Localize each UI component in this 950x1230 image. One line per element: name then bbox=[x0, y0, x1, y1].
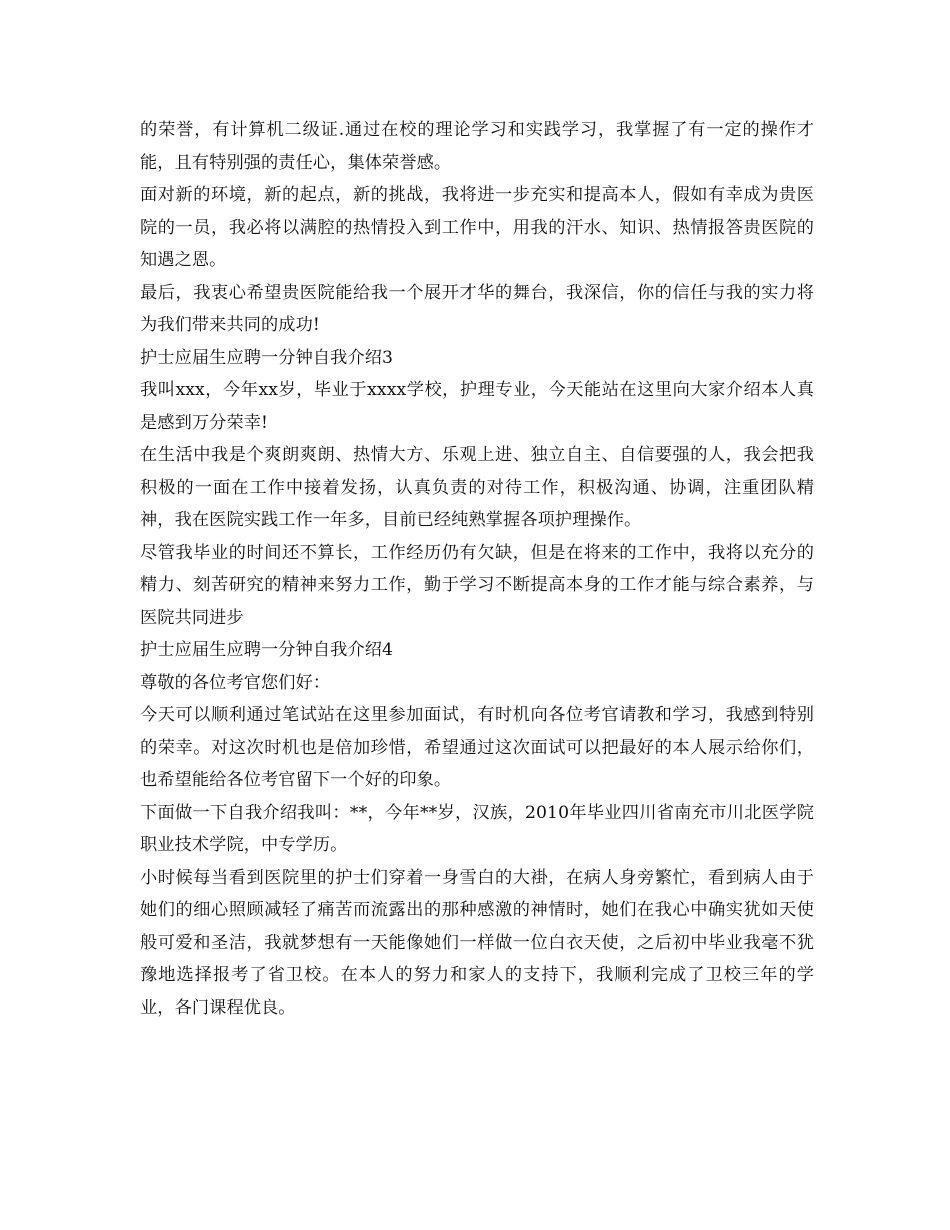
section-heading-3: 护士应届生应聘一分钟自我介绍3 bbox=[140, 347, 394, 368]
paragraph-greeting: 尊敬的各位考官您们好： bbox=[140, 672, 331, 693]
paragraph-honors: 的荣誉，有计算机二级证.通过在校的理论学习和实践学习，我掌握了有一定的操作才能，且有特别强的责任心，集体荣誉感。 bbox=[140, 120, 814, 173]
paragraph-personality: 在生活中我是个爽朗爽朗、热情大方、乐观上进、独立自主、自信要强的人，我会把我积极的一面在工作中接着发扬，认真负责的对待工作，积极沟通、协调，注重团队精神，我在医院实践工作一年多，目前已经纯熟掌握各项护理操作。 bbox=[140, 445, 814, 530]
paragraph-self-intro: 下面做一下自我介绍我叫：**，今年**岁，汉族，2010年毕业四川省南充市川北医学院职业技术学院，中专学历。 bbox=[140, 802, 814, 855]
document-body bbox=[140, 114, 814, 1024]
paragraph-interview-thanks: 今天可以顺利通过笔试站在这里参加面试，有时机向各位考官请教和学习，我感到特别的荣幸。对这次时机也是倍加珍惜，希望通过这次面试可以把最好的本人展示给你们，也希望能给各位考官留下一个好的印象。 bbox=[140, 705, 814, 790]
paragraph-childhood-dream: 小时候每当看到医院里的护士们穿着一身雪白的大褂，在病人身旁繁忙，看到病人由于她们的细心照顾减轻了痛苦而流露出的那种感激的神情时，她们在我心中确实犹如天使般可爱和圣洁，我就梦想有一天能像她们一样做一位白衣天使，之后初中毕业我毫不犹豫地选择报考了省卫校。在本人的努力和家人的支持下，我顺利完成了卫校三年的学业，各门课程优良。 bbox=[140, 867, 814, 1018]
section-heading-4: 护士应届生应聘一分钟自我介绍4 bbox=[140, 640, 394, 660]
paragraph-introduction: 我叫xxx，今年xx岁，毕业于xxxx学校，护理专业，今天能站在这里向大家介绍本人真是感到万分荣幸! bbox=[140, 380, 814, 433]
paragraph-experience: 尽管我毕业的时间还不算长，工作经历仍有欠缺，但是在将来的工作中，我将以充分的精力、刻苦研究的精神来努力工作，勤于学习不断提高本身的工作才能与综合素养，与医院共同进步 bbox=[140, 542, 814, 628]
paragraph-closing-wish: 最后，我衷心希望贵医院能给我一个展开才华的舞台，我深信，你的信任与我的实力将为我们带来共同的成功! bbox=[140, 282, 814, 335]
paragraph-new-environment: 面对新的环境，新的起点，新的挑战，我将进一步充实和提高本人，假如有幸成为贵医院的一员，我必将以满腔的热情投入到工作中，用我的汗水、知识、热情报答贵医院的知遇之恩。 bbox=[140, 185, 814, 270]
